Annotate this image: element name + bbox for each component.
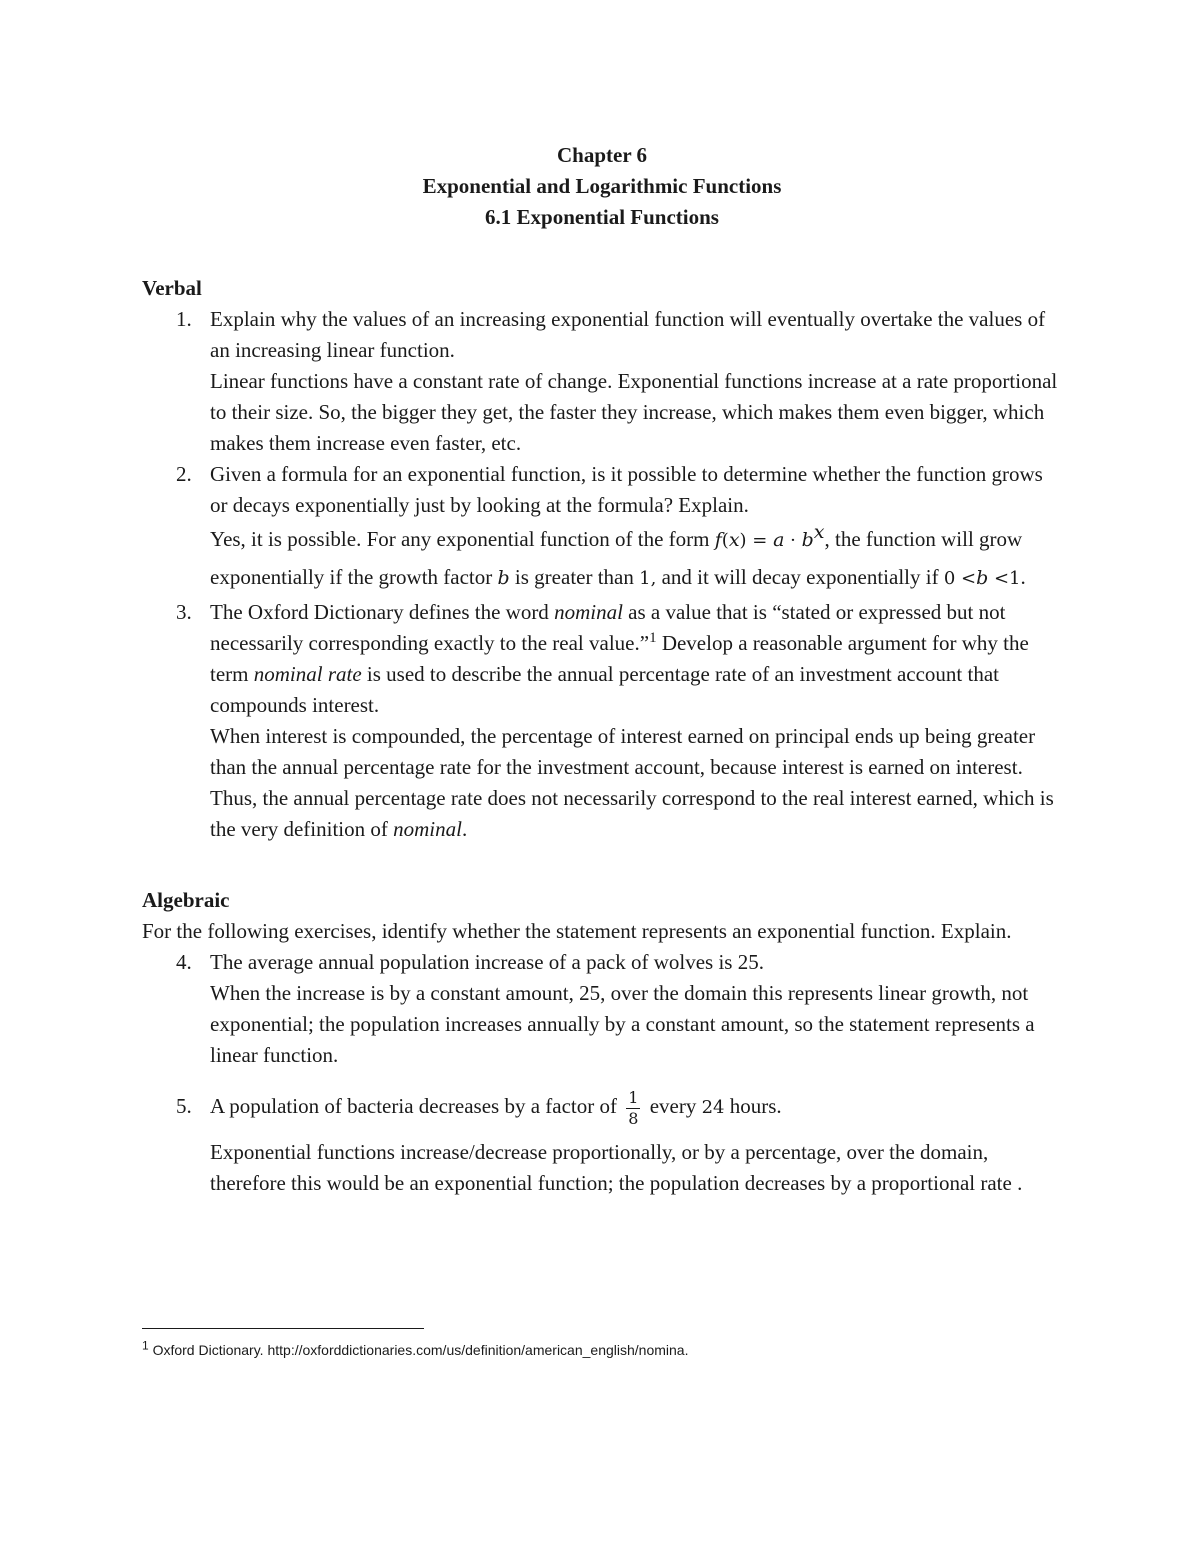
algebraic-instructions: For the following exercises, identify whether the statement represents an exponential function. Explain. (142, 919, 1012, 943)
exercise-answer: Exponential functions increase/decrease proportionally, or by a percentage, over the domain, therefore this would be an exponential function; the population decreases by a proportional rate . (210, 1140, 1023, 1195)
exercise-question: Explain why the values of an increasing exponential function will eventually overtake the values of an increasing linear function. (210, 307, 1046, 362)
verbal-heading: Verbal (142, 276, 202, 300)
exercise-item (142, 597, 1062, 845)
footnote-source: Oxford Dictionary. (152, 1342, 268, 1358)
inequality-lower: 0 < (943, 568, 977, 589)
question-text: is used to describe the annual percentage rate of an investment account that compounds interest. (210, 662, 999, 717)
answer-text: and it will decay exponentially if (656, 565, 944, 589)
exercise-question: Given a formula for an exponential function, is it possible to determine whether the function grows or decays exponentially just by looking at the formula? Explain. (210, 462, 1043, 517)
emphasis-nominal: nominal (393, 817, 462, 841)
footnote-marker: 1 (142, 1338, 149, 1353)
verbal-exercise-list (142, 304, 1062, 845)
formula-paren-open: ( (721, 530, 729, 551)
question-text: Develop a reasonable argument for why the term (210, 631, 1029, 686)
inequality-b: b (976, 567, 989, 589)
footnote-url-link[interactable]: http://oxforddictionaries.com/us/definition/american_english/nomina. (267, 1342, 689, 1358)
question-text: as a value that is “stated or expressed but not necessarily corresponding exactly to the real value.” (210, 600, 1006, 655)
answer-text: . (1020, 565, 1026, 589)
hours-value: 24 (701, 1097, 725, 1118)
exercise-answer (210, 721, 1062, 845)
footnote-reference[interactable]: 1 (649, 630, 657, 646)
fraction-one-eighth (626, 1088, 640, 1129)
answer-text: . (461, 817, 468, 841)
exercise-question (210, 597, 1062, 721)
algebraic-exercise-list (142, 947, 1062, 1199)
exercise-question: The average annual population increase of a pack of wolves is 25. (210, 950, 764, 974)
exercise-number: 1. (176, 307, 192, 331)
emphasis-nominal-rate: nominal rate (253, 662, 362, 686)
exercise-item (142, 947, 1062, 1071)
inequality-upper: <1 (988, 568, 1021, 589)
answer-text: is greater than (509, 565, 640, 589)
exercise-item (142, 459, 1062, 597)
value-one: 1, (639, 568, 657, 589)
exercise-answer: Linear functions have a constant rate of change. Exponential functions increase at a rate proportional to their size. So, the bigger they get, the faster they increase, which makes them even bigger, which makes them increase even faster, etc. (210, 369, 1058, 455)
variable-b: b (497, 567, 510, 589)
formula-a: a (773, 529, 785, 551)
exercise-number: 5. (176, 1094, 192, 1118)
title-block (142, 140, 1062, 233)
answer-text: , the function will grow exponentially if the growth factor (210, 527, 1023, 589)
question-text: every (644, 1094, 702, 1118)
exercise-number: 3. (176, 600, 192, 624)
exercise-answer (210, 521, 1062, 597)
exercise-item (142, 304, 1062, 459)
fraction-numerator: 1 (628, 1087, 639, 1107)
document-page (142, 140, 1062, 1199)
algebraic-heading: Algebraic (142, 888, 230, 912)
exercise-number: 4. (176, 950, 192, 974)
question-text: The Oxford Dictionary defines the word (210, 600, 555, 624)
fraction-denominator: 8 (628, 1108, 639, 1128)
section-title: 6.1 Exponential Functions (485, 205, 719, 229)
chapter-label: Chapter 6 (556, 143, 648, 167)
formula-paren-close: ) (739, 530, 747, 551)
formula-b: b (801, 529, 814, 551)
question-text: hours. (724, 1094, 782, 1118)
answer-text: Yes, it is possible. For any exponential function of the form (210, 527, 715, 551)
question-text: A population of bacteria decreases by a factor of (210, 1094, 623, 1118)
formula-exponent: x (813, 521, 825, 543)
formula-dot: · (784, 530, 802, 551)
formula-equals: = (746, 530, 774, 551)
footnote-separator (142, 1328, 424, 1329)
exercise-answer: When the increase is by a constant amount, 25, over the domain this represents linear growth, not exponential; the population increases annually by a constant amount, so the statement represents a linear function. (210, 981, 1035, 1067)
exercise-number: 2. (176, 462, 192, 486)
chapter-title: Exponential and Logarithmic Functions (422, 174, 782, 198)
footnote (142, 1340, 688, 1360)
formula-x: x (728, 529, 740, 551)
exercise-item (142, 1083, 1062, 1199)
emphasis-nominal: nominal (554, 600, 623, 624)
answer-text: When interest is compounded, the percentage of interest earned on principal ends up being greater than the annual percentage rate for the investment account, because interest is earned on interest. Thus, the annual percentage rate does not necessarily correspond to the real interest earned, which is the very definition of (210, 724, 1054, 841)
formula-f: f (714, 529, 722, 551)
exercise-question (210, 1083, 1062, 1131)
